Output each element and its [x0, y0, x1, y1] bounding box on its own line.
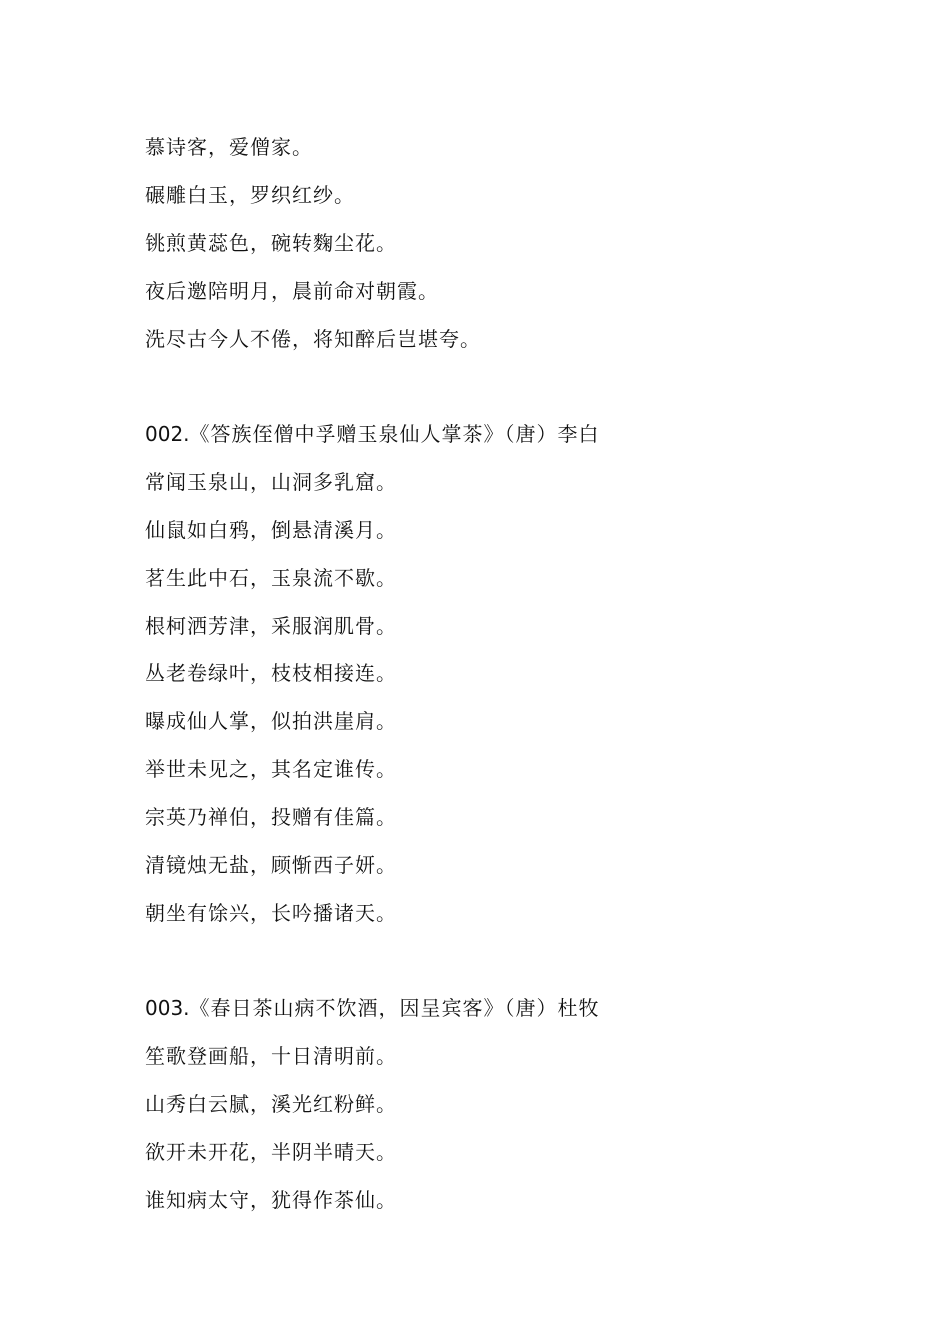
- poem2-line: 宗英乃禅伯，投赠有佳篇。: [145, 805, 397, 829]
- poem1-line: 洗尽古今人不倦，将知醉后岂堪夸。: [145, 327, 481, 351]
- poem3-line: 欲开未开花，半阴半晴天。: [145, 1140, 397, 1164]
- poem2-line: 丛老卷绿叶，枝枝相接连。: [145, 661, 397, 685]
- poem2-number: 002.: [145, 422, 190, 446]
- poem3-line: 山秀白云腻，溪光红粉鲜。: [145, 1092, 397, 1116]
- poem2-line: 清镜烛无盐，顾惭西子妍。: [145, 853, 397, 877]
- poem2-line: 根柯洒芳津，采服润肌骨。: [145, 614, 397, 638]
- poem3-number: 003.: [145, 996, 190, 1020]
- poem2-heading: [145, 422, 600, 446]
- poem2-line: 朝坐有馀兴，长吟播诸天。: [145, 901, 397, 925]
- poem2-line: 曝成仙人掌，似拍洪崖肩。: [145, 709, 397, 733]
- poem2-line: 常闻玉泉山，山洞多乳窟。: [145, 470, 397, 494]
- poem1-line: 铫煎黄蕊色，碗转麴尘花。: [145, 231, 397, 255]
- poem1-line: 夜后邀陪明月，晨前命对朝霞。: [145, 279, 439, 303]
- poem2-line: 仙鼠如白鸦，倒悬清溪月。: [145, 518, 397, 542]
- poem3-heading: [145, 996, 600, 1020]
- poem2-title: 《答族侄僧中孚赠玉泉仙人掌茶》（唐）李白: [189, 422, 600, 446]
- poem3-line: 笙歌登画船，十日清明前。: [145, 1044, 397, 1068]
- poem1-line: 碾雕白玉，罗织红纱。: [145, 183, 355, 207]
- poem2-line: 茗生此中石，玉泉流不歇。: [145, 566, 397, 590]
- poem3-line: 谁知病太守，犹得作茶仙。: [145, 1188, 397, 1212]
- poem3-title: 《春日茶山病不饮酒，因呈宾客》（唐）杜牧: [189, 996, 600, 1020]
- poem2-line: 举世未见之，其名定谁传。: [145, 757, 397, 781]
- poem1-line: 慕诗客，爱僧家。: [145, 135, 313, 159]
